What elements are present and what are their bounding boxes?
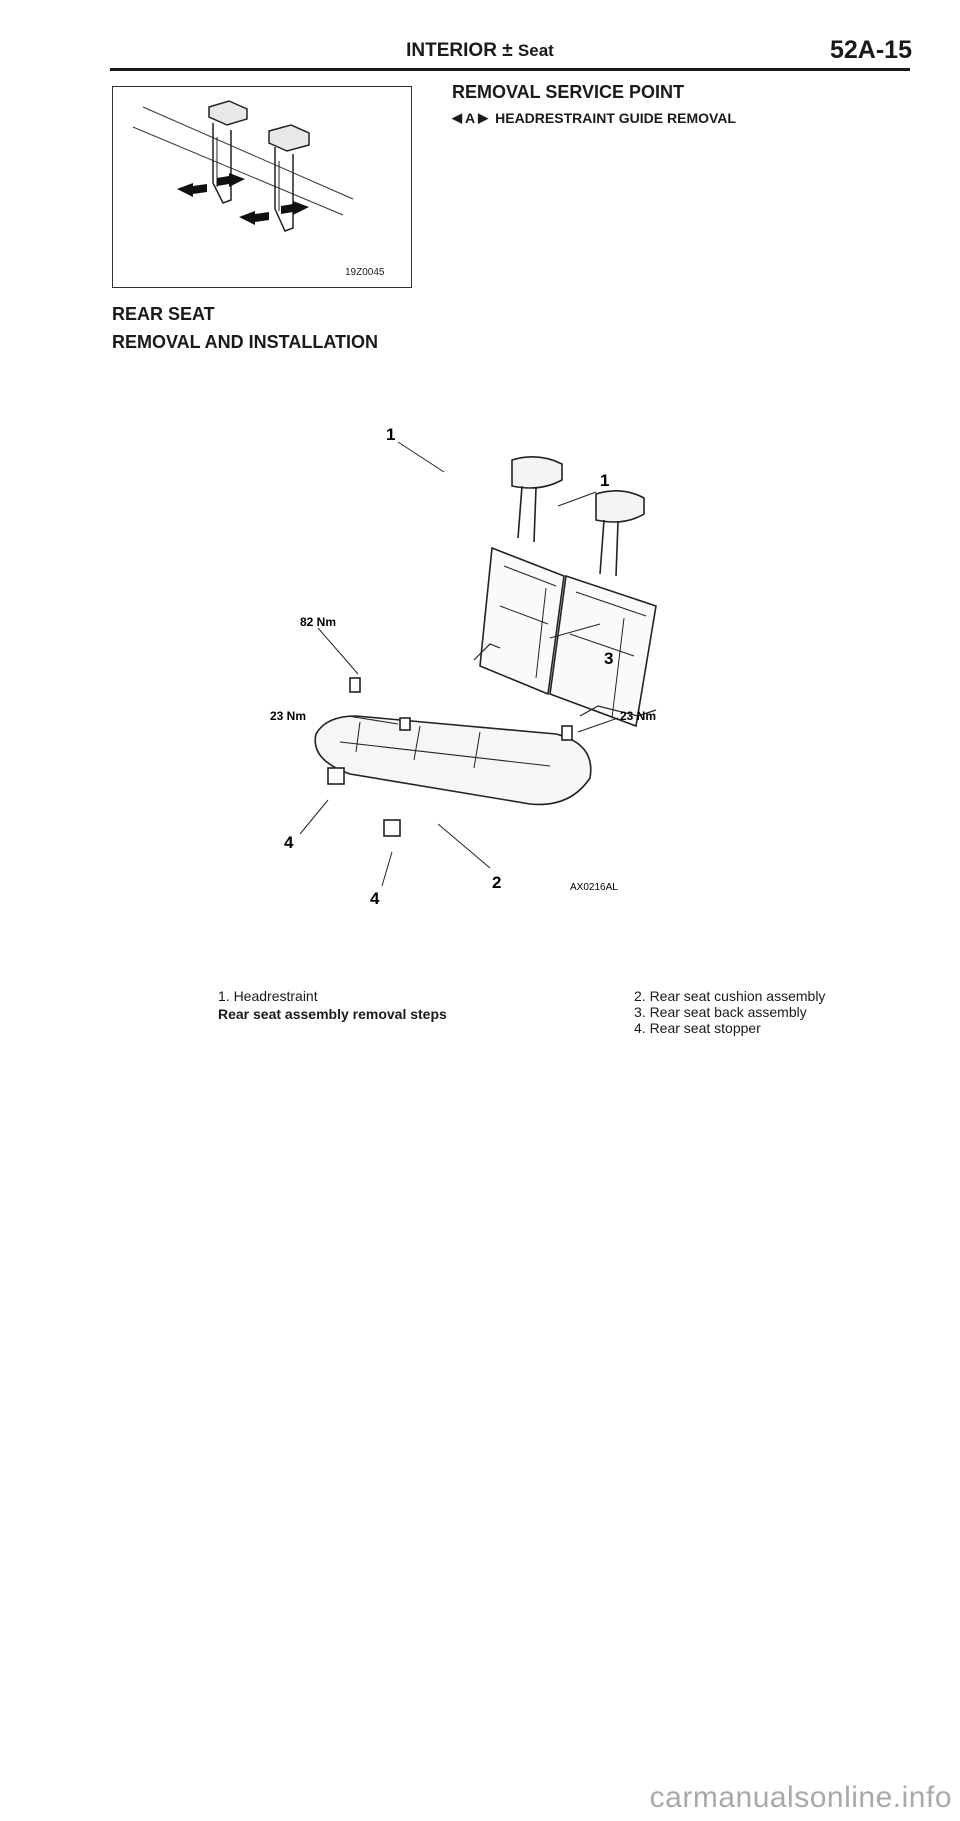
part-item-1: 1. Headrestraint [218,988,318,1004]
callout-2: 2 [492,873,502,892]
header-section: INTERIOR [406,40,497,61]
rear-seat-exploded-diagram [270,420,790,920]
removal-steps-heading: Rear seat assembly removal steps [218,1006,447,1022]
removal-installation-title: REMOVAL AND INSTALLATION [112,332,378,352]
tag-text: HEADRESTRAINT GUIDE REMOVAL [495,110,736,126]
tag-right-triangle-icon: ▶ [478,110,489,125]
header-subsection: Seat [517,41,554,60]
removal-service-point-title: REMOVAL SERVICE POINT [452,82,685,102]
page-number: 52A-15 [830,36,912,64]
header-rule [110,68,910,71]
callout-3: 3 [604,649,614,668]
torque-23nm-left: 23 Nm [270,709,307,723]
callout-4a: 4 [284,833,294,852]
callout-4b: 4 [370,889,380,908]
parts-list-left [218,988,447,1022]
small-figure-code: 19Z0045 [345,267,385,278]
main-figure-code: AX0216AL [570,882,618,893]
headrestraint-guide-illustration [113,87,411,287]
page-header [0,40,960,62]
callout-1b: 1 [600,471,610,490]
part-item-4: 4. Rear seat stopper [634,1020,761,1036]
part-item-3: 3. Rear seat back assembly [634,1004,807,1020]
torque-82nm: 82 Nm [300,615,337,629]
tag-left-triangle-icon: ◀ [452,110,462,125]
rear-seat-title: REAR SEAT [112,304,215,324]
torque-23nm-right: 23 Nm [620,709,657,723]
tag-letter: A [465,110,476,126]
header-separator: ± [502,40,513,61]
parts-list-right [634,988,825,1036]
service-tag [452,110,736,126]
part-item-2: 2. Rear seat cushion assembly [634,988,826,1004]
headrestraint-guide-figure [112,86,412,288]
watermark: carmanualsonline.info [649,1781,952,1814]
callout-1a: 1 [386,425,396,444]
